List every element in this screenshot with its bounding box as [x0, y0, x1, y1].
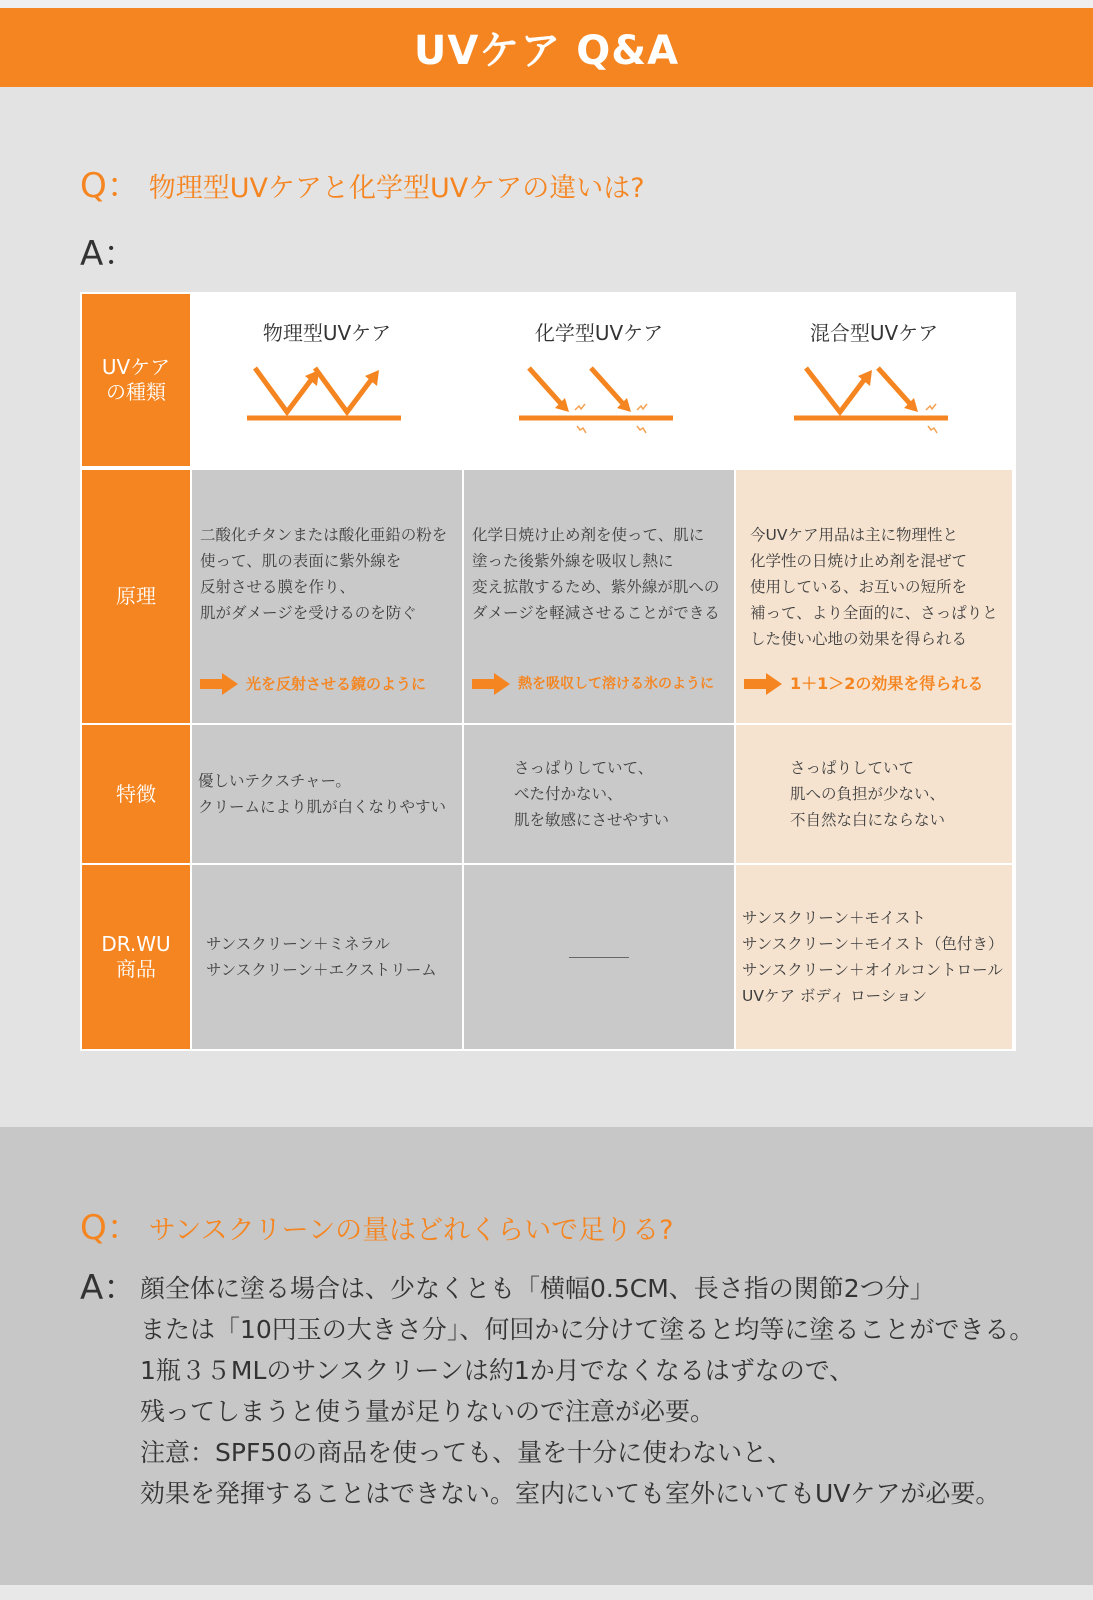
row-header-products — [82, 865, 192, 1049]
question-2-text: サンスクリーンの量はどれくらいで足りる? — [148, 1215, 674, 1246]
principle-cell-hybrid — [736, 470, 1012, 723]
table-row-feature — [82, 725, 1014, 863]
answer-2-mark: A： — [80, 1268, 138, 1308]
type-cell-physical — [192, 294, 464, 466]
principle-text-physical: 二酸化チタンまたは酸化亜鉛の粉を 使って、肌の表面に紫外線を 反射させる膜を作り、 肌がダメージを受けるのを防ぐ — [200, 526, 448, 622]
effect-chemical-text: 熱を吸収して溶ける氷のように — [518, 676, 714, 692]
answer-2 — [80, 1268, 1034, 1514]
reflect-diagram-icon — [247, 362, 407, 432]
row-header-principle — [82, 470, 192, 723]
effect-hybrid-text: 1＋1＞2の効果を得られる — [790, 674, 984, 693]
type-title-hybrid: 混合型UVケア — [809, 321, 939, 345]
principle-cell-chemical — [464, 470, 736, 723]
row-header-products-label: DR.WU 商品 — [101, 932, 171, 981]
products-cell-hybrid — [736, 865, 1012, 1049]
feature-text-physical: 優しいテクスチャー。 クリームにより肌が白くなりやすい — [198, 772, 447, 816]
question-1 — [80, 158, 645, 207]
question-1-text: 物理型UVケアと化学型UVケアの違いは? — [148, 173, 645, 204]
answer-line: 効果を発揮することはできない。室内にいても室外にいてもUVケアが必要。 — [140, 1479, 1001, 1508]
row-header-feature-label: 特徴 — [116, 781, 156, 806]
effect-hybrid — [744, 671, 983, 697]
row-header-feature — [82, 725, 192, 863]
answer-line: 顔全体に塗る場合は、少なくとも「横幅0.5CM、長さ指の関節2つ分」 — [140, 1274, 935, 1303]
effect-physical — [200, 671, 426, 697]
feature-cell-hybrid — [736, 725, 1012, 863]
right-arrow-icon — [472, 673, 510, 695]
principle-cell-physical — [192, 470, 464, 723]
answer-line: 残ってしまうと使う量が足りないので注意が必要。 — [140, 1397, 716, 1426]
q-mark: Q： — [80, 166, 141, 206]
row-header-types-label: UVケア の種類 — [101, 355, 171, 404]
table-row-principle — [82, 468, 1014, 723]
products-text-hybrid: サンスクリーン＋モイスト サンスクリーン＋モイスト（色付き） サンスクリーン＋オイルコントロール UVケア ボディ ローション — [742, 909, 1004, 1005]
answer-line: 注意：SPF50の商品を使っても、量を十分に使わないと、 — [140, 1438, 793, 1467]
answer-1-mark: A： — [80, 234, 138, 274]
empty-dash — [569, 957, 629, 958]
type-cell-hybrid — [736, 294, 1012, 466]
products-cell-chemical — [464, 865, 736, 1049]
q-mark: Q： — [80, 1208, 141, 1248]
type-title-physical: 物理型UVケア — [262, 321, 392, 345]
page-title: UVケア Q&A — [413, 28, 680, 74]
answer-line: または「10円玉の大きさ分」、何回かに分けて塗ると均等に塗ることができる。 — [140, 1315, 1035, 1344]
right-arrow-icon — [744, 673, 782, 695]
feature-cell-chemical — [464, 725, 736, 863]
principle-text-chemical: 化学日焼け止め剤を使って、肌に 塗った後紫外線を吸収し熱に 変え拡散するため、紫外線が肌への ダメージを軽減させることができる — [472, 526, 720, 622]
question-2 — [80, 1200, 673, 1249]
effect-physical-text: 光を反射させる鏡のように — [246, 675, 427, 693]
bottom-strip — [0, 1585, 1093, 1600]
row-header-principle-label: 原理 — [116, 584, 156, 608]
uv-comparison-table — [80, 292, 1016, 1051]
products-cell-physical — [192, 865, 464, 1049]
feature-cell-physical — [192, 725, 464, 863]
table-row-products — [82, 865, 1014, 1049]
hybrid-diagram-icon — [794, 362, 954, 442]
top-strip — [0, 0, 1093, 8]
page-header — [0, 8, 1093, 87]
effect-chemical — [472, 671, 714, 697]
products-text-physical: サンスクリーン＋ミネラル サンスクリーン＋エクストリーム — [206, 935, 437, 979]
right-arrow-icon — [200, 673, 238, 695]
row-header-types — [82, 294, 192, 466]
absorb-diagram-icon — [519, 362, 679, 442]
type-cell-chemical — [464, 294, 736, 466]
table-row-types — [82, 294, 1014, 466]
answer-line: 1瓶３５MLのサンスクリーンは約1か月でなくなるはずなので、 — [140, 1356, 855, 1385]
feature-text-chemical: さっぱりしていて、 べた付かない、 肌を敏感にさせやすい — [514, 759, 670, 829]
answer-2-body — [140, 1268, 1034, 1514]
principle-text-hybrid: 今UVケア用品は主に物理性と 化学性の日焼け止め剤を混ぜて 使用している、お互いの短所を 補って、より全面的に、さっぱりと した使い心地の効果を得られる — [750, 526, 998, 648]
feature-text-hybrid: さっぱりしていて 肌への負担が少ない、 不自然な白にならない — [790, 759, 946, 829]
type-title-chemical: 化学型UVケア — [534, 321, 664, 345]
